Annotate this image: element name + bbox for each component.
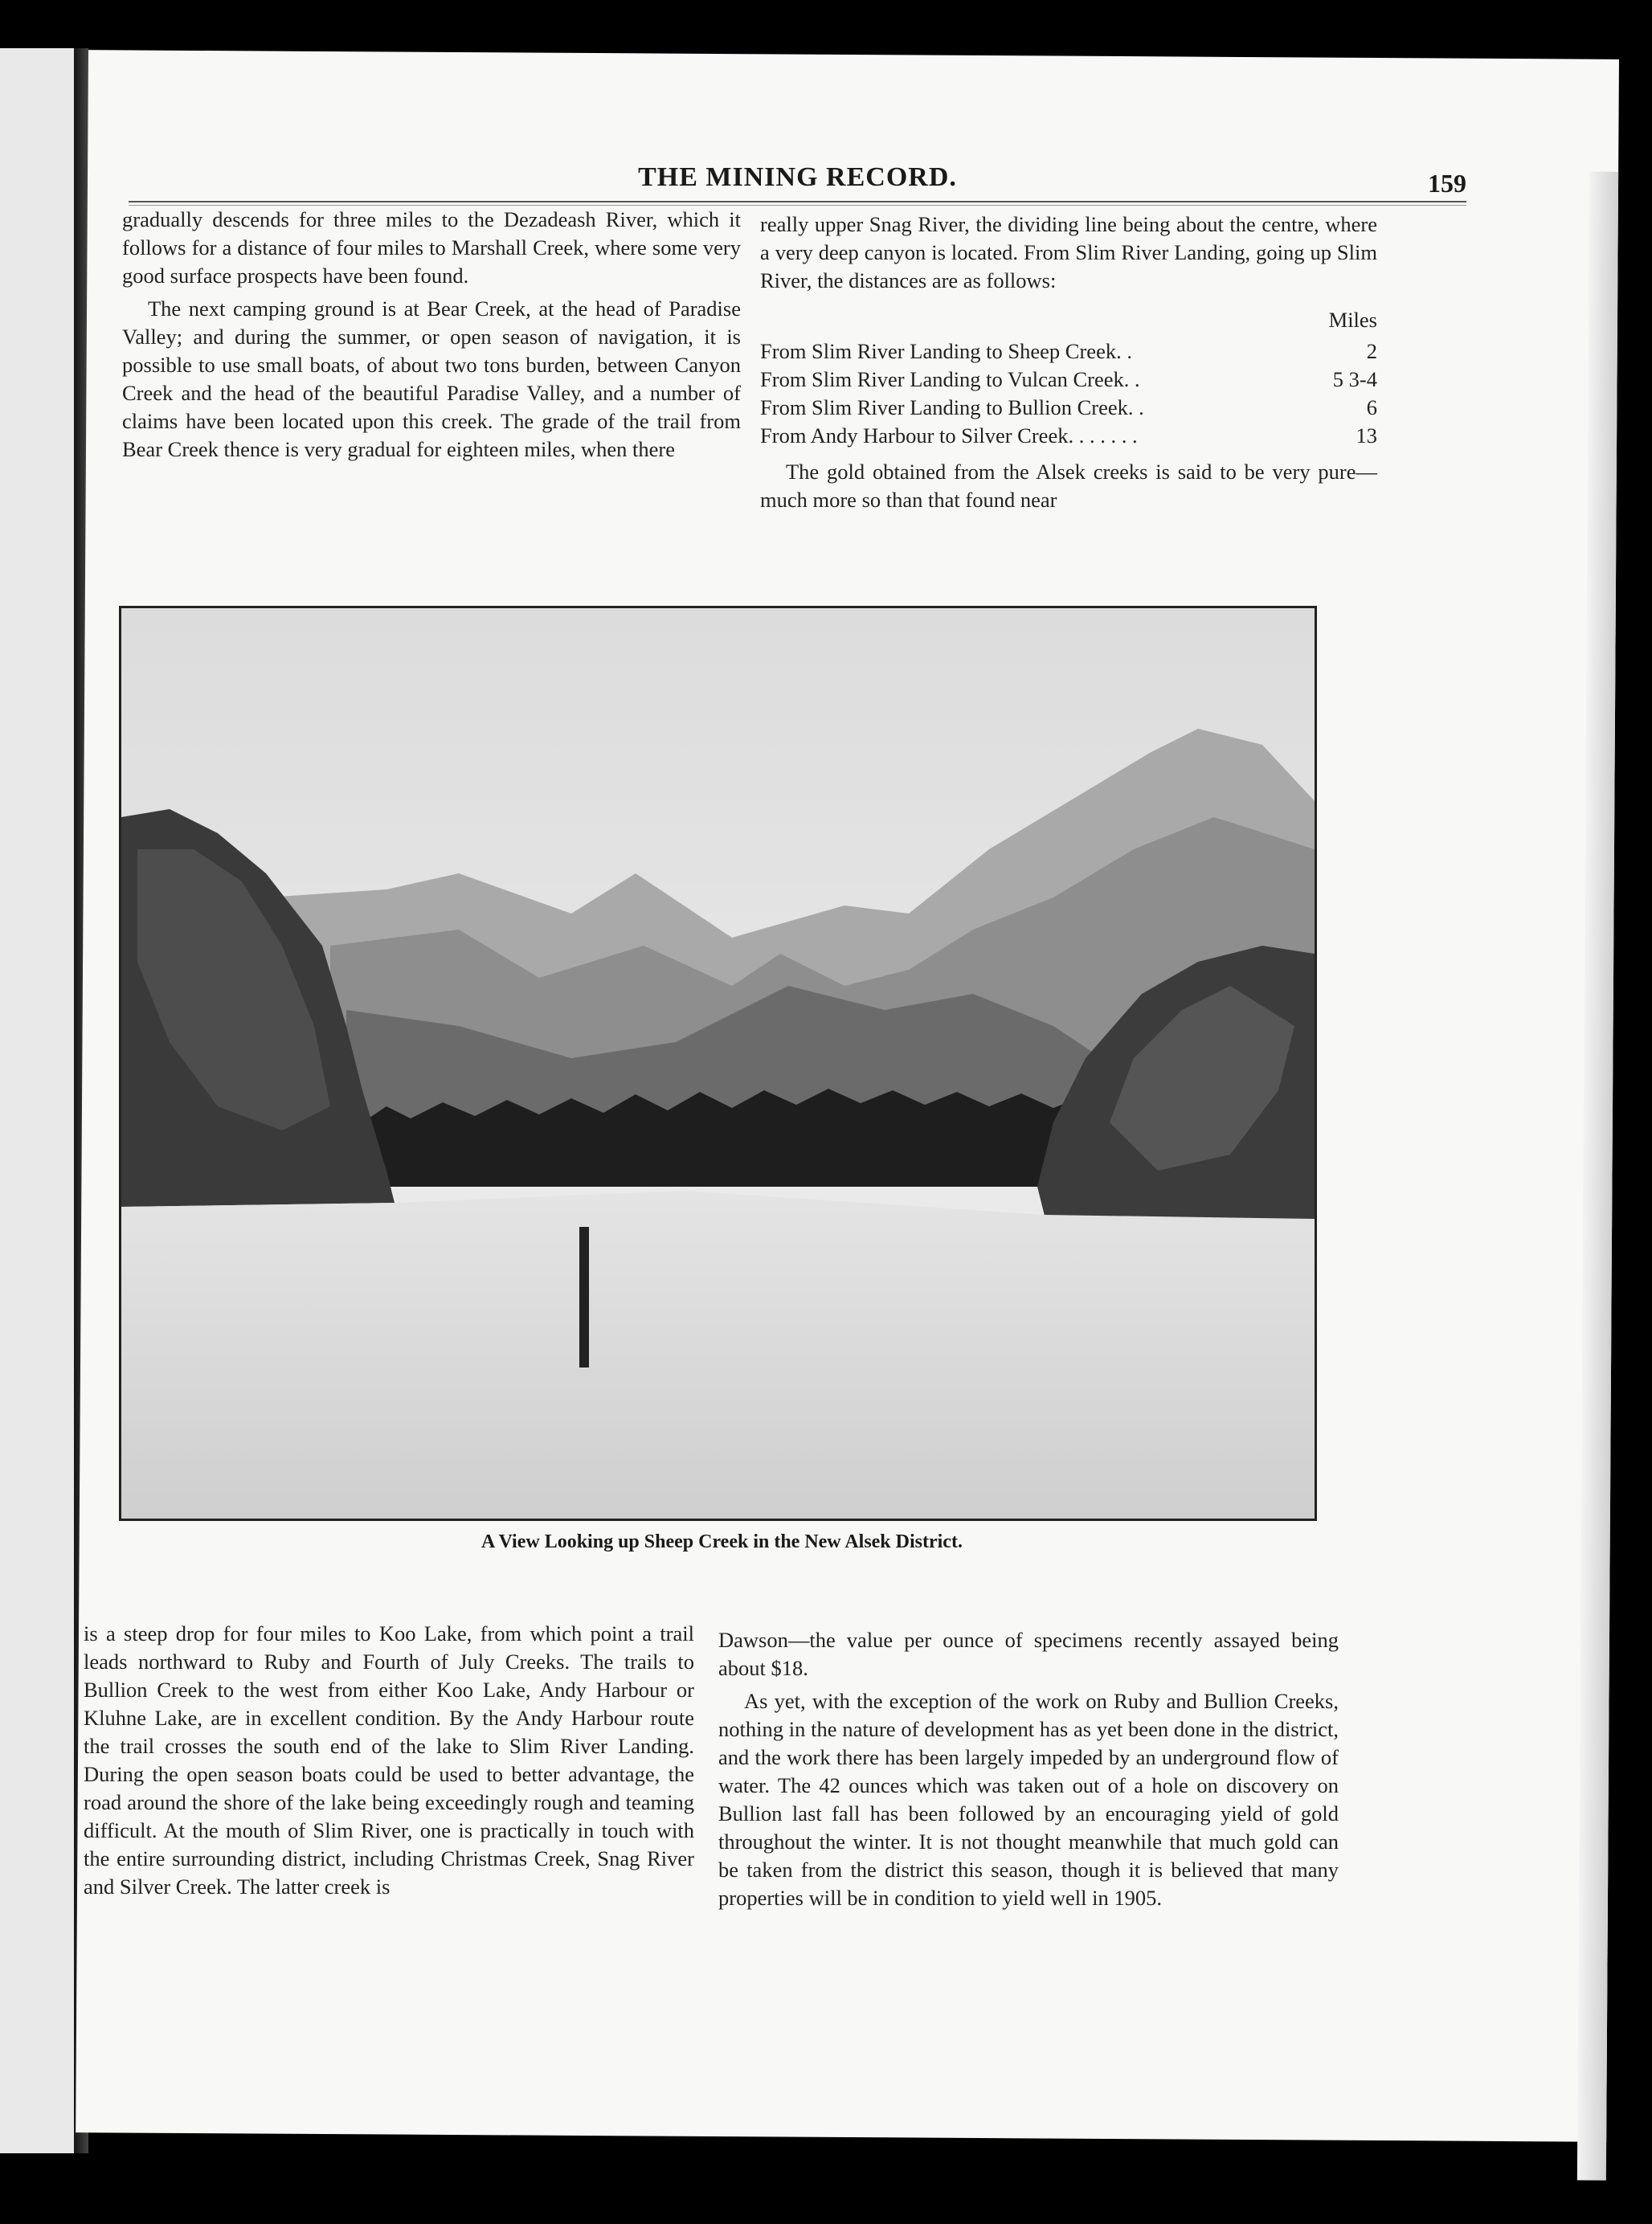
paragraph: really upper Snag River, the dividing line being about the centre, where a very deep canyon is located. From Slim River Landing, going up Slim River, the distances are as follows: bbox=[760, 212, 1377, 292]
distance-route: From Slim River Landing to Sheep Creek. . bbox=[760, 339, 1132, 363]
distance-route: From Slim River Landing to Bullion Creek. . bbox=[760, 395, 1144, 419]
paragraph: Dawson—the value per ounce of specimens recently assayed being about $18. bbox=[718, 1628, 1339, 1680]
distance-row bbox=[760, 366, 1377, 394]
paragraph: As yet, with the exception of the work on Ruby and Bullion Creeks, nothing in the nature of development has as yet been done in the district, and the work there has been largely impeded by an underground flow of water. The 42 ounces which was taken out of a hole on discovery on Bullion last fall has been followed by an encouraging yield of gold throughout the winter. It is not thought meanwhile that much gold can be taken from the district this season, though it is believed that many properties will be in condition to yield well in 1905. bbox=[718, 1689, 1339, 1910]
journal-title: THE MINING RECORD. bbox=[638, 162, 957, 192]
distance-miles: 2 bbox=[1366, 339, 1377, 363]
photo-illustration bbox=[121, 608, 1315, 1519]
landscape-photo bbox=[119, 606, 1317, 1521]
page-edge-shadow bbox=[1577, 172, 1618, 2181]
column-top-left bbox=[122, 206, 741, 464]
running-header bbox=[129, 112, 1466, 198]
facing-page-edge bbox=[0, 48, 79, 2153]
column-top-right bbox=[760, 211, 1377, 514]
paragraph: gradually descends for three miles to the Dezadeash River, which it follows for a distance of four miles to Marshall Creek, where some very good surface prospects have been found. bbox=[122, 207, 741, 288]
page-number: 159 bbox=[1428, 169, 1466, 198]
distance-miles: 13 bbox=[1356, 423, 1377, 448]
distance-row bbox=[760, 337, 1377, 366]
column-bottom-right bbox=[718, 1626, 1339, 1912]
column-bottom-left bbox=[84, 1620, 694, 1901]
river-flat bbox=[121, 1191, 1315, 1519]
distance-table bbox=[760, 337, 1377, 450]
distance-miles: 5 3-4 bbox=[1332, 367, 1377, 391]
photo-caption: A View Looking up Sheep Creek in the New Alsek District. bbox=[481, 1531, 963, 1552]
distance-table-header: Miles bbox=[1328, 308, 1377, 332]
paragraph: The next camping ground is at Bear Creek, at the head of Paradise Valley; and during the summer, or open season of navigation, it is possible to use small boats, of about two tons burden, between Canyon Creek and the head of the beautiful Paradise Valley, and a number of claims have been located upon this creek. The grade of the trail from Bear Creek thence is very gradual for eighteen miles, when there bbox=[122, 296, 741, 461]
distance-route: From Andy Harbour to Silver Creek. . . . . . . bbox=[760, 423, 1138, 448]
marker-post bbox=[579, 1227, 589, 1368]
distance-row bbox=[760, 394, 1377, 422]
distance-route: From Slim River Landing to Vulcan Creek. . bbox=[760, 367, 1140, 391]
paragraph: The gold obtained from the Alsek creeks is said to be very pure—much more so than that found near bbox=[760, 460, 1377, 512]
distance-miles: 6 bbox=[1366, 395, 1377, 419]
paragraph: is a steep drop for four miles to Koo Lake, from which point a trail leads northward to Ruby and Fourth of July Creeks. The trails to Bullion Creek to the west from either Koo Lake, Andy Harbour or Kluhne Lake, are in excellent condition. By the Andy Harbour route the trail crosses the south end of the lake to Slim River Landing. During the open season boats could be used to better advantage, the road around the shore of the lake being exceedingly rough and teaming difficult. At the mouth of Slim River, one is practically in touch with the entire surrounding district, including Christmas Creek, Snag River and Silver Creek. The latter creek is bbox=[84, 1621, 694, 1899]
distance-row bbox=[760, 422, 1377, 450]
